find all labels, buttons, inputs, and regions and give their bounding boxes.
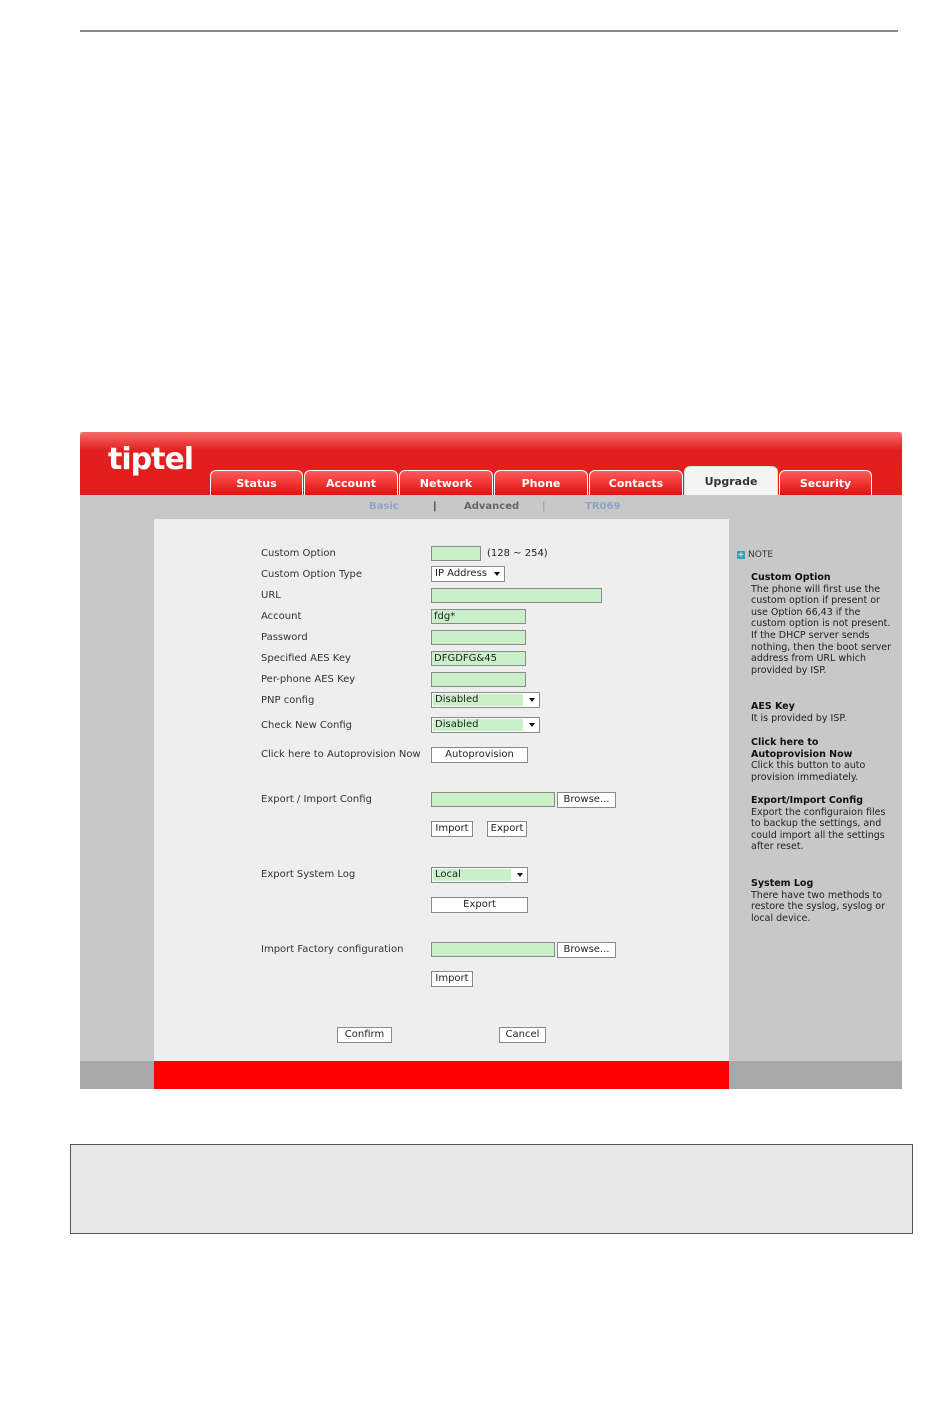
header-bar xyxy=(80,432,902,495)
note-export-import xyxy=(751,795,896,853)
web-ui-screenshot xyxy=(80,432,902,1089)
check-new-config-value: Disabled xyxy=(433,719,523,731)
password-input[interactable] xyxy=(431,630,526,645)
note-text: It is provided by ISP. xyxy=(751,712,847,724)
system-log-value: Local xyxy=(433,869,511,881)
account-input[interactable]: fdg* xyxy=(431,609,526,624)
aes-key-input[interactable]: DFGDFG&45 xyxy=(431,651,526,666)
account-label: Account xyxy=(261,611,302,622)
note-title: Export/Import Config xyxy=(751,795,864,806)
page-top-rule xyxy=(80,30,898,32)
custom-option-type-select[interactable] xyxy=(431,566,505,582)
pnp-config-select[interactable] xyxy=(431,692,540,708)
cancel-button[interactable]: Cancel xyxy=(499,1027,546,1043)
config-browse-button[interactable]: Browse... xyxy=(557,792,616,808)
footer-left xyxy=(80,1061,154,1089)
note-text: Export the configuraion files to backup the settings, and could import all the settings after reset. xyxy=(751,806,886,853)
chevron-down-icon xyxy=(529,698,535,702)
note-system-log xyxy=(751,878,896,924)
chevron-down-icon xyxy=(494,572,500,576)
note-custom-option xyxy=(751,572,896,676)
per-phone-aes-key-input[interactable] xyxy=(431,672,526,687)
password-label: Password xyxy=(261,632,308,643)
left-column xyxy=(80,519,154,1061)
check-new-config-label: Check New Config xyxy=(261,720,353,731)
tab-account[interactable]: Account xyxy=(304,470,398,495)
aes-key-label: Specified AES Key xyxy=(261,653,351,664)
empty-note-box xyxy=(70,1144,913,1234)
note-title: Click here to Autoprovision Now xyxy=(751,737,853,760)
note-title: Custom Option xyxy=(751,572,831,583)
custom-option-input[interactable] xyxy=(431,546,481,561)
url-input[interactable] xyxy=(431,588,602,603)
note-header-label: NOTE xyxy=(748,550,774,560)
custom-option-range-hint: (128 ~ 254) xyxy=(487,548,548,559)
note-text: There have two methods to restore the syslog, syslog or local device. xyxy=(751,889,885,924)
plus-icon: + xyxy=(737,549,745,559)
pnp-config-label: PNP config xyxy=(261,695,315,706)
tab-phone[interactable]: Phone xyxy=(494,470,588,495)
confirm-button[interactable]: Confirm xyxy=(337,1027,392,1043)
note-aes-key xyxy=(751,701,896,724)
subnav-separator: | xyxy=(542,501,546,512)
note-header xyxy=(737,550,773,560)
per-phone-aes-key-label: Per-phone AES Key xyxy=(261,674,356,685)
chevron-down-icon xyxy=(517,873,523,877)
notes-sidebar xyxy=(729,519,902,1061)
export-system-log-label: Export System Log xyxy=(261,869,356,880)
tab-status[interactable]: Status xyxy=(210,470,303,495)
note-title: AES Key xyxy=(751,701,795,712)
config-export-button[interactable]: Export xyxy=(487,821,527,837)
note-title: System Log xyxy=(751,878,814,889)
url-label: URL xyxy=(261,590,281,601)
sub-navigation xyxy=(80,495,902,519)
note-text: The phone will first use the custom option if present or use Option 66,43 if the custom option is not present. If the DHCP server sends nothing, then the boot server address from URL which provided by ISP. xyxy=(751,583,892,676)
tab-upgrade[interactable]: Upgrade xyxy=(684,466,778,495)
note-text: Click this button to auto provision immediately. xyxy=(751,760,866,783)
chevron-down-icon xyxy=(529,723,535,727)
custom-option-label: Custom Option xyxy=(261,548,336,559)
tiptel-logo: tiptel xyxy=(108,442,194,477)
export-import-config-label: Export / Import Config xyxy=(261,794,372,805)
config-import-button[interactable]: Import xyxy=(431,821,473,837)
tab-contacts[interactable]: Contacts xyxy=(589,470,683,495)
autoprovision-label: Click here to Autoprovision Now xyxy=(261,749,421,760)
footer-right xyxy=(729,1061,902,1089)
pnp-config-value: Disabled xyxy=(433,694,523,706)
subnav-basic[interactable]: Basic xyxy=(369,501,399,512)
subnav-separator: | xyxy=(433,501,437,512)
factory-file-input[interactable] xyxy=(431,942,555,957)
footer-bar xyxy=(154,1061,729,1089)
subnav-advanced[interactable]: Advanced xyxy=(464,501,520,512)
upgrade-form xyxy=(154,519,729,1061)
check-new-config-select[interactable] xyxy=(431,717,540,733)
tab-security[interactable]: Security xyxy=(779,470,872,495)
system-log-export-button[interactable]: Export xyxy=(431,897,528,913)
config-file-input[interactable] xyxy=(431,792,555,807)
import-factory-config-label: Import Factory configuration xyxy=(261,944,404,955)
tab-network[interactable]: Network xyxy=(399,470,493,495)
custom-option-type-value: IP Address xyxy=(435,568,487,579)
custom-option-type-label: Custom Option Type xyxy=(261,569,363,580)
note-autoprovision xyxy=(751,737,896,783)
system-log-select[interactable] xyxy=(431,867,528,883)
subnav-tr069[interactable]: TR069 xyxy=(585,501,621,512)
factory-import-button[interactable]: Import xyxy=(431,971,473,987)
factory-browse-button[interactable]: Browse... xyxy=(557,942,616,958)
autoprovision-button[interactable]: Autoprovision xyxy=(431,747,528,763)
